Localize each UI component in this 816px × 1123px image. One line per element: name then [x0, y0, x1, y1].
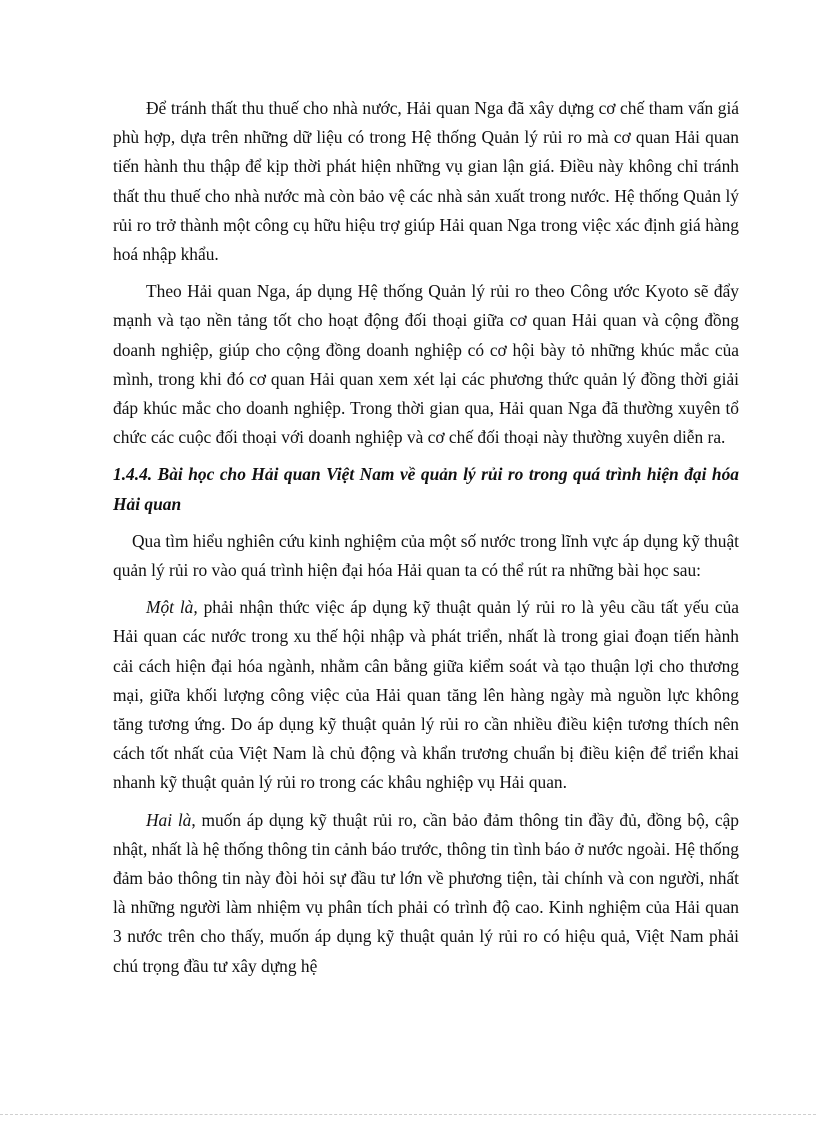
document-page — [113, 94, 739, 989]
paragraph-kyoto-dialogue: Theo Hải quan Nga, áp dụng Hệ thống Quản lý rủi ro theo Công ước Kyoto sẽ đẩy mạnh và tạo nền tảng tốt cho hoạt động đối thoại giữa cơ quan Hải quan và cộng đồng doanh nghiệp, giúp cho cộng đồng doanh nghiệp có cơ hội bày tỏ những khúc mắc của mình, trong khi đó cơ quan Hải quan xem xét lại các phương thức quản lý đồng thời giải đáp khúc mắc cho doanh nghiệp. Trong thời gian qua, Hải quan Nga đã thường xuyên tổ chức các cuộc đối thoại với doanh nghiệp và cơ chế đối thoại này thường xuyên diễn ra. — [113, 281, 739, 448]
page-bottom-divider — [0, 1114, 816, 1115]
paragraph-lesson-one — [113, 593, 739, 797]
paragraph-lesson-two — [113, 806, 739, 981]
lesson-two-lead: Hai là — [146, 809, 192, 830]
lesson-one-lead: Một là, — [146, 597, 198, 618]
lesson-one-text: phải nhận thức việc áp dụng kỹ thuật quản lý rủi ro là yêu cầu tất yếu của Hải quan các nước trong xu thế hội nhập và phát triển, nhất là trong giai đoạn tiến hành cải cách hiện đại hóa ngành, nhằm cân bằng giữa kiểm soát và tạo thuận lợi cho thương mại, giữa khối lượng công việc của Hải quan tăng lên hàng ngày mà nguồn lực không tăng tương ứng. Do áp dụng kỹ thuật quản lý rủi ro cần nhiều điều kiện tương thích nên cách tốt nhất của Việt Nam là chủ động và khẩn trương chuẩn bị điều kiện để triển khai nhanh kỹ thuật quản lý rủi ro trong các khâu nghiệp vụ Hải quan. — [113, 597, 739, 793]
paragraph-price-consultation: Để tránh thất thu thuế cho nhà nước, Hải quan Nga đã xây dựng cơ chế tham vấn giá phù hợp, dựa trên những dữ liệu có trong Hệ thống Quản lý rủi ro mà cơ quan Hải quan tiến hành thu thập để kịp thời phát hiện những vụ gian lận giá. Điều này không chỉ tránh thất thu thuế cho nhà nước mà còn bảo vệ các nhà sản xuất trong nước. Hệ thống Quản lý rủi ro trở thành một công cụ hữu hiệu trợ giúp Hải quan Nga trong việc xác định giá hàng hoá nhập khẩu. — [113, 98, 739, 265]
lesson-two-text: , muốn áp dụng kỹ thuật rủi ro, cần bảo đảm thông tin đầy đủ, đồng bộ, cập nhật, nhất là hệ thống thông tin cảnh báo trước, thông tin tình báo ở nước ngoài. Hệ thống đảm bảo thông tin này đòi hỏi sự đầu tư lớn về phương tiện, tài chính và con người, nhất là những người làm nhiệm vụ phân tích phải có trình độ cao. Kinh nghiệm của Hải quan 3 nước trên cho thấy, muốn áp dụng kỹ thuật quản lý rủi ro có hiệu quả, Việt Nam phải chú trọng đầu tư xây dựng hệ — [113, 809, 739, 976]
paragraph-intro: Qua tìm hiểu nghiên cứu kinh nghiệm của một số nước trong lĩnh vực áp dụng kỹ thuật quản lý rủi ro vào quá trình hiện đại hóa Hải quan ta có thể rút ra những bài học sau: — [113, 530, 739, 581]
section-heading: 1.4.4. Bài học cho Hải quan Việt Nam về quản lý rủi ro trong quá trình hiện đại hóa Hải quan — [113, 464, 739, 514]
